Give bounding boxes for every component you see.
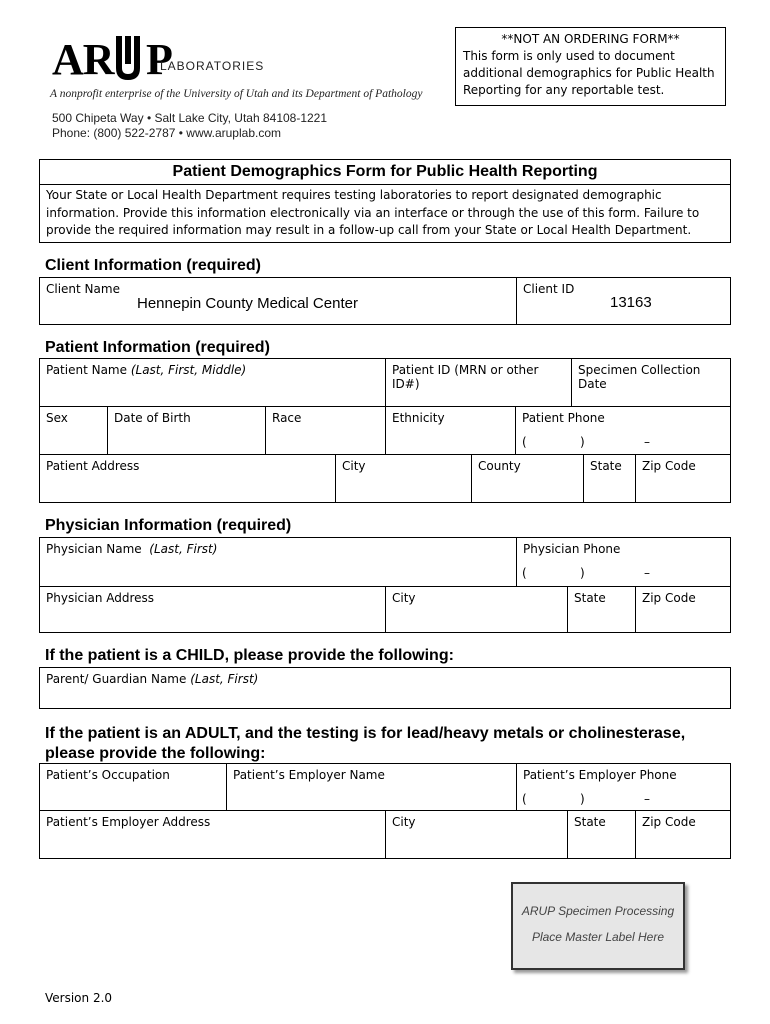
logo-u-flask-icon <box>112 36 144 82</box>
sex-cell[interactable] <box>40 407 108 455</box>
physician-address-cell[interactable] <box>40 587 386 632</box>
employer-phone-cell[interactable] <box>517 764 730 811</box>
patient-county-cell[interactable] <box>472 455 584 502</box>
dob-cell[interactable] <box>108 407 266 455</box>
specimen-processing-text: ARUP Specimen Processing <box>521 904 675 918</box>
physician-state-label: State <box>574 591 606 605</box>
patient-name-hint: (Last, First, Middle) <box>130 363 247 377</box>
physician-info-table <box>39 537 731 633</box>
patient-address-label: Patient Address <box>46 459 140 473</box>
physician-zip-cell[interactable] <box>636 587 730 632</box>
guardian-name-hint: (Last, First) <box>190 672 259 686</box>
physician-phone-dash: – <box>644 566 650 580</box>
child-info-table <box>39 667 731 709</box>
employer-name-cell[interactable] <box>227 764 517 811</box>
form-header-box <box>39 159 731 243</box>
sex-label: Sex <box>46 411 68 425</box>
phone-line: Phone: (800) 522-2787 • www.aruplab.com <box>52 126 282 140</box>
patient-name-label: Patient Name <box>46 363 127 377</box>
employer-phone-close-paren: ) <box>580 792 585 806</box>
physician-city-label: City <box>392 591 416 605</box>
patient-city-label: City <box>342 459 366 473</box>
notice-title: **NOT AN ORDERING FORM** <box>501 32 680 46</box>
patient-zip-label: Zip Code <box>642 459 696 473</box>
patient-phone-close-paren: ) <box>580 435 585 449</box>
employer-phone-label: Patient’s Employer Phone <box>523 768 677 782</box>
tagline: A nonprofit enterprise of the University of Utah and its Department of Pathology <box>50 88 423 100</box>
physician-address-label: Physician Address <box>46 591 155 605</box>
adult-info-table <box>39 763 731 859</box>
logo-laboratories-text: LABORATORIES <box>160 59 265 73</box>
dob-label: Date of Birth <box>114 411 191 425</box>
patient-info-table <box>39 358 731 503</box>
place-label-text: Place Master Label Here <box>531 930 665 944</box>
notice-body: This form is only used to document additional demographics for Public Health Reporting for any reportable test. <box>463 49 715 97</box>
occupation-cell[interactable] <box>40 764 227 811</box>
physician-section-heading: Physician Information (required) <box>45 517 292 534</box>
physician-state-cell[interactable] <box>568 587 636 632</box>
adult-section-heading: If the patient is an ADULT, and the testing is for lead/heavy metals or cholinesterase, please provide the following: <box>45 725 686 762</box>
address-line: 500 Chipeta Way • Salt Lake City, Utah 84108-1221 <box>52 111 328 125</box>
version-text: Version 2.0 <box>45 991 113 1005</box>
physician-phone-label: Physician Phone <box>523 542 621 556</box>
occupation-label: Patient’s Occupation <box>46 768 170 782</box>
employer-state-label: State <box>574 815 606 829</box>
client-section-heading: Client Information (required) <box>45 257 261 274</box>
employer-zip-label: Zip Code <box>642 815 696 829</box>
arup-logo <box>50 28 423 140</box>
patient-address-cell[interactable] <box>40 455 336 502</box>
employer-zip-cell[interactable] <box>636 811 730 858</box>
patient-id-label: Patient ID (MRN or other ID#) <box>392 363 539 391</box>
physician-name-label: Physician Name <box>46 542 142 556</box>
race-cell[interactable] <box>266 407 386 455</box>
patient-phone-cell[interactable] <box>516 407 730 455</box>
patient-name-cell[interactable] <box>40 359 386 407</box>
employer-name-label: Patient’s Employer Name <box>233 768 385 782</box>
ethnicity-label: Ethnicity <box>392 411 445 425</box>
master-label-placeholder <box>511 882 685 970</box>
physician-phone-open-paren: ( <box>522 566 527 580</box>
employer-address-label: Patient’s Employer Address <box>46 815 211 829</box>
form-intro: Your State or Local Health Department requires testing laboratories to report designated demographic information. Provide this information electronically via an interface or through the use of this form. Failure to provide the required information may result in a follow-up call from your State or Local Health Department. <box>46 188 700 237</box>
employer-city-cell[interactable] <box>386 811 568 858</box>
physician-phone-close-paren: ) <box>580 566 585 580</box>
patient-city-cell[interactable] <box>336 455 472 502</box>
client-name-label: Client Name <box>46 282 120 296</box>
collection-date-label: Specimen Collection Date <box>578 363 701 391</box>
physician-phone-cell[interactable] <box>517 538 730 587</box>
guardian-name-label: Parent/ Guardian Name <box>46 672 187 686</box>
logo-p-text: P <box>146 35 173 84</box>
not-ordering-form-notice <box>455 27 726 106</box>
form-title: Patient Demographics Form for Public Health Reporting <box>40 160 730 185</box>
patient-state-cell[interactable] <box>584 455 636 502</box>
patient-id-cell[interactable] <box>386 359 572 407</box>
physician-zip-label: Zip Code <box>642 591 696 605</box>
employer-phone-open-paren: ( <box>522 792 527 806</box>
physician-name-hint: (Last, First) <box>149 542 218 556</box>
guardian-name-cell[interactable] <box>40 668 730 708</box>
patient-zip-cell[interactable] <box>636 455 730 502</box>
patient-county-label: County <box>478 459 521 473</box>
patient-state-label: State <box>590 459 622 473</box>
logo-ar-text: AR <box>52 35 114 84</box>
patient-phone-open-paren: ( <box>522 435 527 449</box>
patient-phone-label: Patient Phone <box>522 411 605 425</box>
client-info-table <box>39 277 731 325</box>
client-id-label: Client ID <box>523 282 575 296</box>
race-label: Race <box>272 411 302 425</box>
employer-city-label: City <box>392 815 416 829</box>
client-name-value: Hennepin County Medical Center <box>137 295 358 312</box>
physician-name-cell[interactable] <box>40 538 517 587</box>
employer-address-cell[interactable] <box>40 811 386 858</box>
patient-section-heading: Patient Information (required) <box>45 339 270 356</box>
child-section-heading: If the patient is a CHILD, please provide the following: <box>45 647 454 664</box>
physician-city-cell[interactable] <box>386 587 568 632</box>
client-id-value: 13163 <box>610 294 652 311</box>
collection-date-cell[interactable] <box>572 359 730 407</box>
ethnicity-cell[interactable] <box>386 407 516 455</box>
employer-state-cell[interactable] <box>568 811 636 858</box>
employer-phone-dash: – <box>644 792 650 806</box>
patient-phone-dash: – <box>644 435 650 449</box>
